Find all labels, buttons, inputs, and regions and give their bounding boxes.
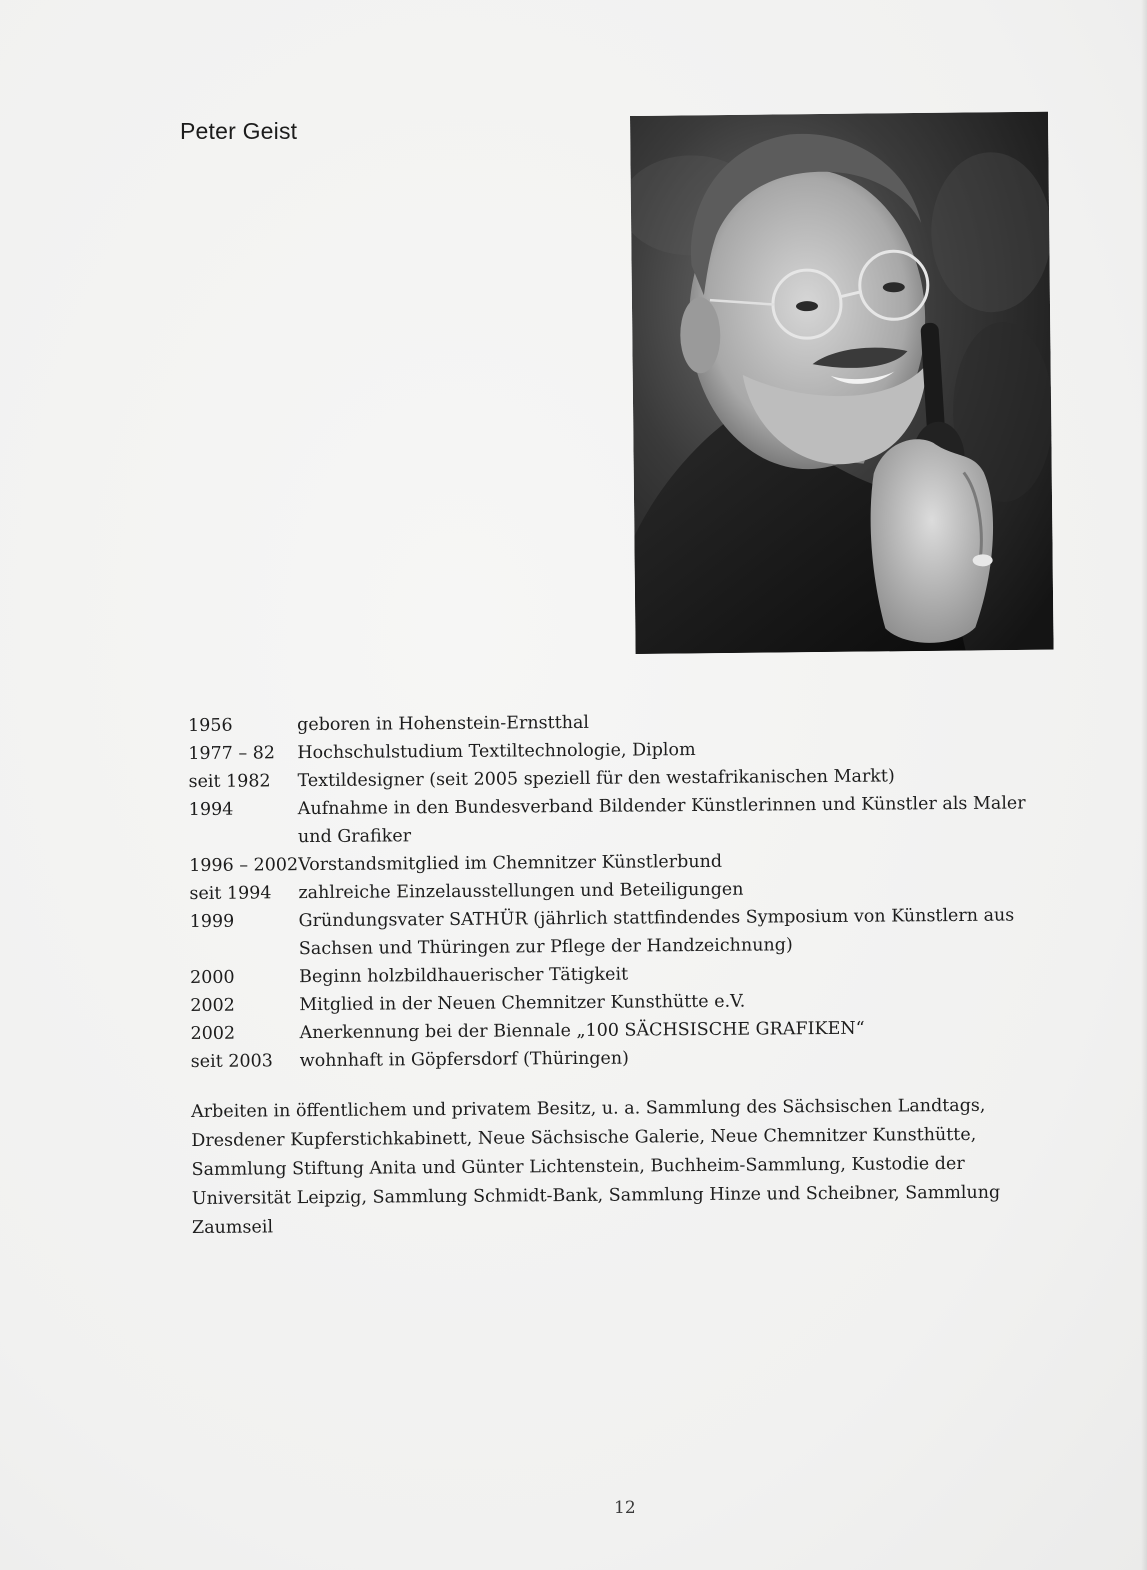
portrait-photo — [630, 112, 1054, 654]
entry-text: Textildesigner (seit 2005 speziell für den westafrikanischen Markt) — [297, 766, 895, 792]
biography-entry — [189, 789, 1059, 852]
biography-entry — [190, 901, 1060, 964]
biography-list — [188, 705, 1061, 1076]
entry-year: 2002 — [190, 995, 235, 1016]
entry-year: 1977 – 82 — [188, 743, 276, 764]
entry-year: seit 1994 — [189, 883, 272, 904]
entry-text: Anerkennung bei der Biennale „100 SÄCHSISCHE GRAFIKEN“ — [299, 1018, 865, 1044]
page-edge-shadow — [1141, 0, 1147, 1570]
entry-text: zahlreiche Einzelausstellungen und Beteiligungen — [298, 879, 744, 904]
entry-year: 1996 – 2002 — [189, 855, 299, 876]
entry-text: Hochschulstudium Textiltechnologie, Diplom — [297, 740, 696, 764]
portrait-photo-icon — [630, 112, 1054, 654]
entry-year: 1994 — [188, 799, 234, 820]
collections-paragraph: Arbeiten in öffentlichem und privatem Besitz, u. a. Sammlung des Sächsischen Landtags, Dresdener Kupferstichkabinett, Neue Sächsische Galerie, Neue Chemnitzer Kunsthütte, Sammlung Stiftung Anita und Günter Lichtenstein, Buchheim-Sammlung, Kustodie der Universität Leipzig, Sammlung Schmidt-Bank, Sammlung Hinze und Scheibner, Sammlung Zaumseil — [191, 1095, 1001, 1238]
entry-year: seit 2003 — [190, 1051, 273, 1072]
entry-text: Vorstandsmitglied im Chemnitzer Künstlerbund — [298, 851, 723, 876]
entry-text: Gründungsvater SATHÜR (jährlich stattfindendes Symposium von Künstlern aus Sachsen und Thüringen zur Pflege der Handzeichnung) — [298, 905, 1015, 960]
page-number: 12 — [614, 1498, 636, 1518]
entry-text: wohnhaft in Göpfersdorf (Thüringen) — [299, 1048, 630, 1072]
entry-text: Beginn holzbildhauerischer Tätigkeit — [299, 964, 629, 988]
entry-text: Mitglied in der Neuen Chemnitzer Kunsthütte e.V. — [299, 991, 746, 1016]
entry-text: geboren in Hohenstein-Ernstthal — [297, 712, 590, 736]
entry-year: 2002 — [190, 1023, 236, 1044]
biography-entry — [191, 1041, 1061, 1076]
entry-text: Aufnahme in den Bundesverband Bildender Künstlerinnen und Künstler als Maler und Grafiker — [297, 793, 1026, 848]
entry-year: seit 1982 — [188, 771, 271, 792]
entry-year: 1999 — [189, 911, 235, 932]
entry-year: 2000 — [190, 967, 235, 988]
entry-year: 1956 — [188, 715, 233, 736]
artist-name-heading: Peter Geist — [180, 118, 298, 144]
